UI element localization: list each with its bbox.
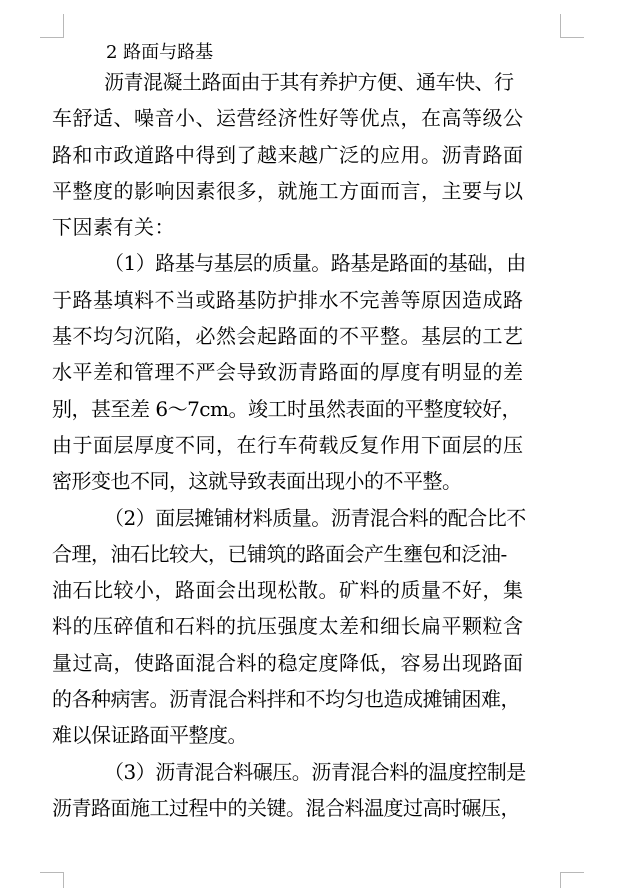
document-body [52,40,562,834]
text-line: 料的压碎值和石料的抗压强度太差和细长扁平颗粒含 [52,614,524,639]
text-line: （2）面层摊铺材料质量。沥青混合料的配合比不 [104,505,526,530]
text-line: 路和市政道路中得到了越来越广泛的应用。沥青路面 [52,142,524,167]
crop-mark-bottom-left-v [63,872,64,888]
crop-mark-top-left-h [40,37,64,38]
text-line: 于路基填料不当或路基防护排水不完善等原因造成路 [52,287,524,312]
text-line: 水平差和管理不严会导致沥青路面的厚度有明显的差 [52,360,524,385]
text-line: 量过高，使路面混合料的稳定度降低，容易出现路面 [52,650,524,675]
text-line: （3）沥青混合料碾压。沥青混合料的温度控制是 [104,759,526,784]
text-line: 合理，油石比较大，已铺筑的路面会产生壅包和泛油- [52,541,507,566]
text-line: 沥青混凝土路面由于其有养护方便、通车快、行 [104,70,514,94]
crop-mark-bottom-right-v [560,872,561,888]
section-heading: 2 路面与路基 [106,42,214,63]
crop-mark-bottom-right-h [560,872,584,873]
text-line: 的各种病害。沥青混合料拌和不均匀也造成摊铺困难， [52,687,520,712]
text-line: 由于面层厚度不同，在行车荷载反复作用下面层的压 [52,432,524,457]
text-line: （1）路基与基层的质量。路基是路面的基础，由 [104,251,526,276]
crop-mark-top-right-v [560,14,561,38]
crop-mark-bottom-left-h [40,872,64,873]
text-line: 沥青路面施工过程中的关键。混合料温度过高时碾压， [52,795,520,820]
crop-mark-top-left-v [63,14,64,38]
crop-mark-top-right-h [560,37,584,38]
text-line: 下因素有关： [52,215,175,240]
text-line: 基不均匀沉陷，必然会起路面的不平整。基层的工艺 [52,324,524,349]
text-line: 平整度的影响因素很多，就施工方面而言，主要与以 [52,178,524,203]
text-line: 难以保证路面平整度。 [52,723,247,748]
text-line: 密形变也不同，这就导致表面出现小的不平整。 [52,469,462,494]
text-line: 车舒适、噪音小、运营经济性好等优点，在高等级公 [52,106,524,131]
text-line: 油石比较小，路面会出现松散。矿料的质量不好，集 [52,578,524,603]
text-line: 别，甚至差 6～7cm。竣工时虽然表面的平整度较好， [52,396,521,421]
